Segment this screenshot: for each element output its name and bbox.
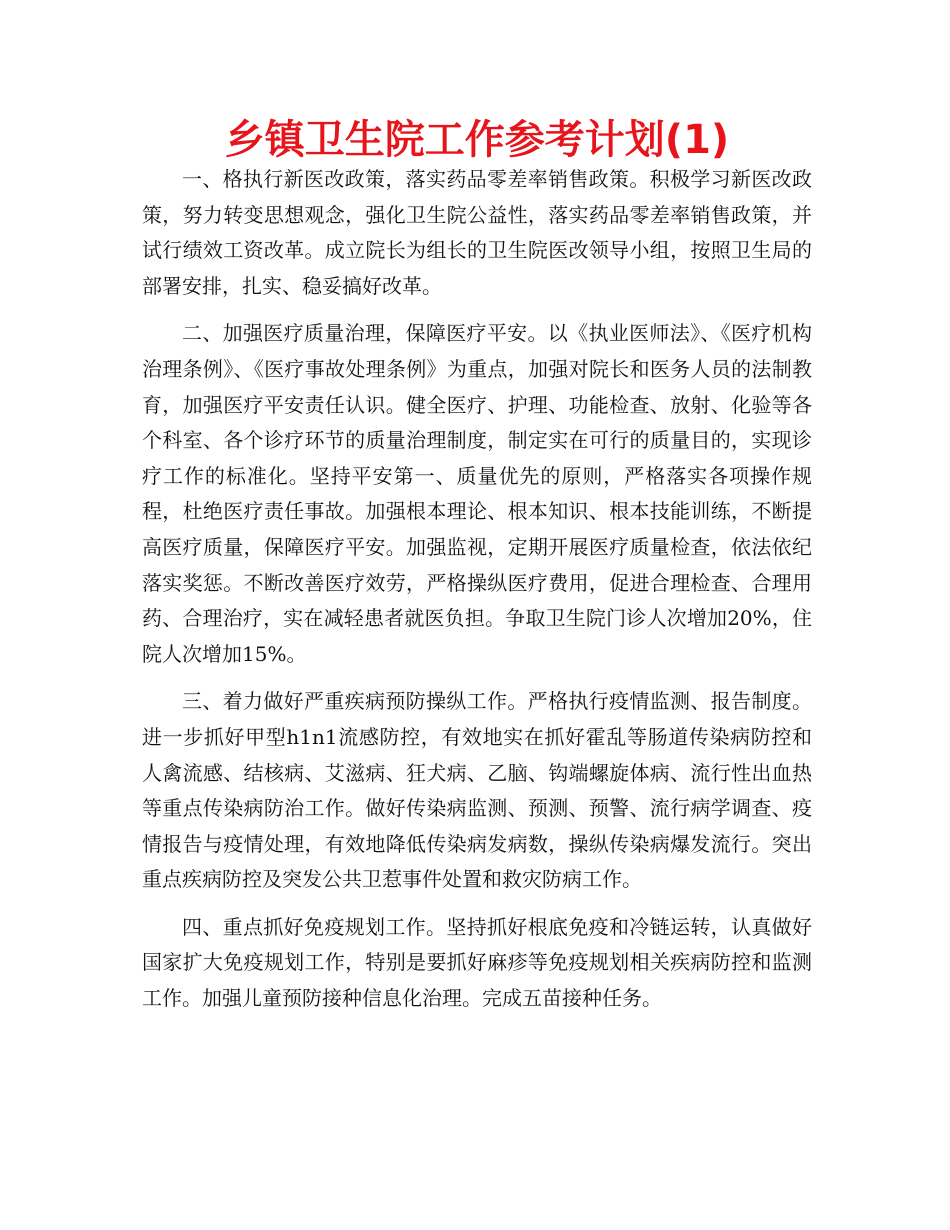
document-title: 乡镇卫生院工作参考计划(1) xyxy=(224,117,730,163)
document-page xyxy=(142,112,812,1029)
paragraph-1: 一、格执行新医改政策，落实药品零差率销售政策。积极学习新医改政策，努力转变思想观念，强化卫生院公益性，落实药品零差率销售政策，并试行绩效工资改革。成立院长为组长的卫生院医改领导小组，按照卫生局的部署安排，扎实、稳妥搞好改革。 xyxy=(142,167,812,298)
paragraph-4: 四、重点抓好免疫规划工作。坚持抓好根底免疫和冷链运转，认真做好国家扩大免疫规划工作，特别是要抓好麻疹等免疫规划相关疾病防控和监测工作。加强儿童预防接种信息化治理。完成五苗接种任务。 xyxy=(142,914,812,1011)
paragraph-3: 三、着力做好严重疾病预防操纵工作。严格执行疫情监测、报告制度。进一步抓好甲型h1n1流感防控，有效地实在抓好霍乱等肠道传染病防控和人禽流感、结核病、艾滋病、狂犬病、乙脑、钩端螺旋体病、流行性出血热等重点传染病防治工作。做好传染病监测、预测、预警、流行病学调查、疫情报告与疫情处理，有效地降低传染病发病数，操纵传染病爆发流行。突出重点疾病防控及突发公共卫惹事件处置和救灾防病工作。 xyxy=(142,689,812,892)
paragraph-2: 二、加强医疗质量治理，保障医疗平安。以《执业医师法》、《医疗机构治理条例》、《医疗事故处理条例》为重点，加强对院长和医务人员的法制教育，加强医疗平安责任认识。健全医疗、护理、功能检查、放射、化验等各个科室、各个诊疗环节的质量治理制度，制定实在可行的质量目的，实现诊疗工作的标准化。坚持平安第一、质量优先的原则，严格落实各项操作规程，杜绝医疗责任事故。加强根本理论、根本知识、根本技能训练，不断提高医疗质量，保障医疗平安。加强监视，定期开展医疗质量检查，依法依纪落实奖惩。不断改善医疗效劳，严格操纵医疗费用，促进合理检查、合理用药、合理治疗，实在减轻患者就医负担。争取卫生院门诊人次增加20%，住院人次增加15%。 xyxy=(142,321,812,666)
